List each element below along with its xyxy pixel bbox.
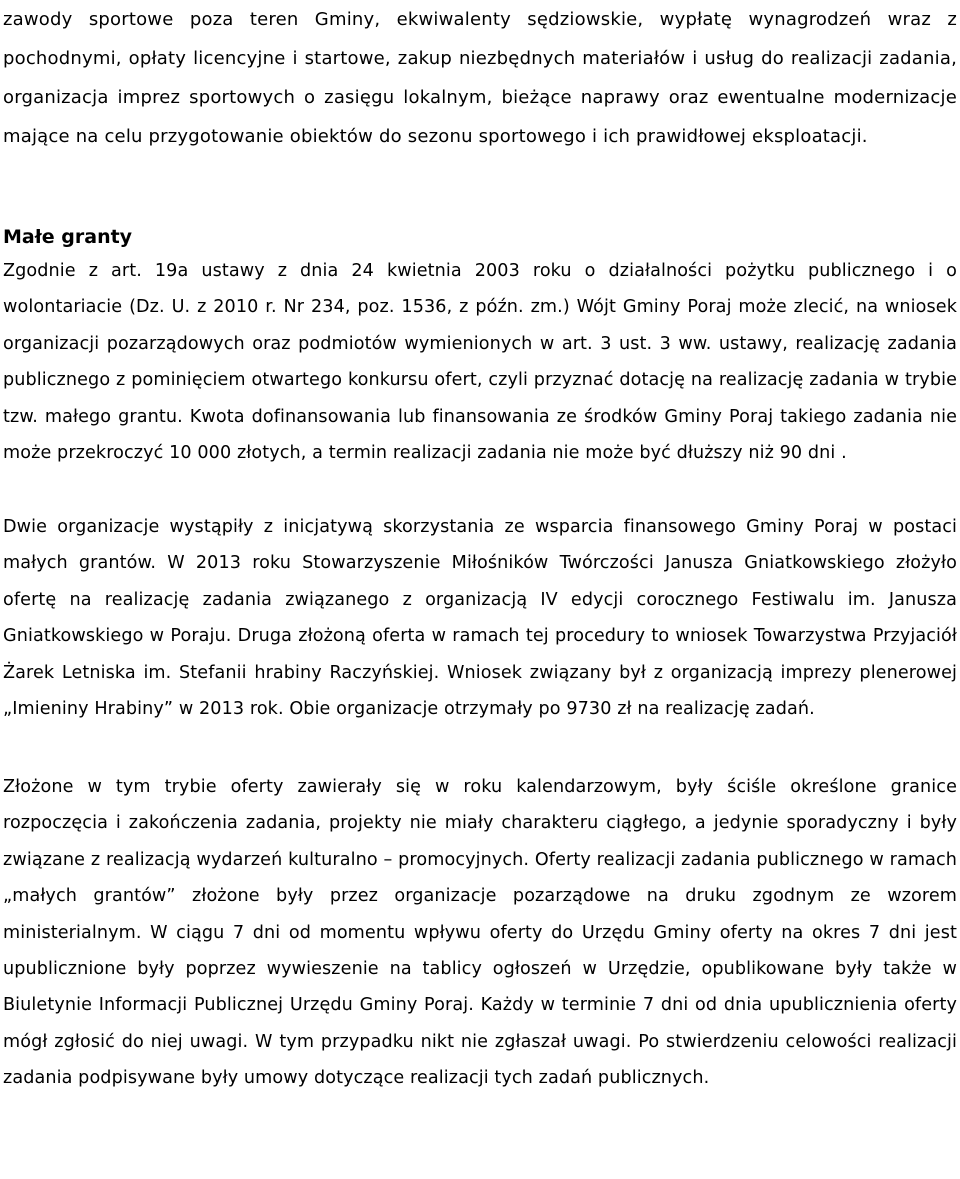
intro-paragraph: zawody sportowe poza teren Gminy, ekwiwalenty sędziowskie, wypłatę wynagrodzeń wraz z pochodnymi, opłaty licencyjne i startowe, zakup niezbędnych materiałów i usług do realizacji zadania, organizacja imprez sportowych o zasięgu lokalnym, bieżące naprawy oraz ewentualne modernizacje mające na celu przygotowanie obiektów do sezonu sportowego i ich prawidłowej eksploatacji. <box>3 9 957 147</box>
paragraph-legal-basis: Zgodnie z art. 19a ustawy z dnia 24 kwietnia 2003 roku o działalności pożytku publicznego i o wolontariacie (Dz. U. z 2010 r. Nr 234, poz. 1536, z późn. zm.) Wójt Gminy Poraj może zlecić, na wniosek organizacji pozarządowych oraz podmiotów wymienionych w art. 3 ust. 3 ww. ustawy, realizację zadania publicznego z pominięciem otwartego konkursu ofert, czyli przyznać dotację na realizację zadania w trybie tzw. małego grantu. Kwota dofinansowania lub finansowania ze środków Gminy Poraj takiego zadania nie może przekroczyć 10 000 złotych, a termin realizacji zadania nie może być dłuższy niż 90 dni . <box>3 261 957 464</box>
paragraph-organizations: Dwie organizacje wystąpiły z inicjatywą skorzystania ze wsparcia finansowego Gminy Poraj w postaci małych grantów. W 2013 roku Stowarzyszenie Miłośników Twórczości Janusza Gniatkowskiego złożyło ofertę na realizację zadania związanego z organizacją IV edycji corocznego Festiwalu im. Janusza Gniatkowskiego w Poraju. Druga złożoną oferta w ramach tej procedury to wniosek Towarzystwa Przyjaciół Żarek Letniska im. Stefanii hrabiny Raczyńskiej. Wniosek związany był z organizacją imprezy plenerowej „Imieniny Hrabiny” w 2013 rok. Obie organizacje otrzymały po 9730 zł na realizację zadań. <box>3 517 957 720</box>
section-heading: Małe granty <box>3 226 133 248</box>
paragraph-procedure: Złożone w tym trybie oferty zawierały się w roku kalendarzowym, były ściśle określone granice rozpoczęcia i zakończenia zadania, projekty nie miały charakteru ciągłego, a jedynie sporadyczny i były związane z realizacją wydarzeń kulturalno – promocyjnych. Oferty realizacji zadania publicznego w ramach „małych grantów” złożone były przez organizacje pozarządowe na druku zgodnym ze wzorem ministerialnym. W ciągu 7 dni od momentu wpływu oferty do Urzędu Gminy oferty na okres 7 dni jest upublicznione były poprzez wywieszenie na tablicy ogłoszeń w Urzędzie, opublikowane były także w Biuletynie Informacji Publicznej Urzędu Gminy Poraj. Każdy w terminie 7 dni od dnia upublicznienia oferty mógł zgłosić do niej uwagi. W tym przypadku nikt nie zgłaszał uwagi. Po stwierdzeniu celowości realizacji zadania podpisywane były umowy dotyczące realizacji tych zadań publicznych. <box>3 777 957 1089</box>
